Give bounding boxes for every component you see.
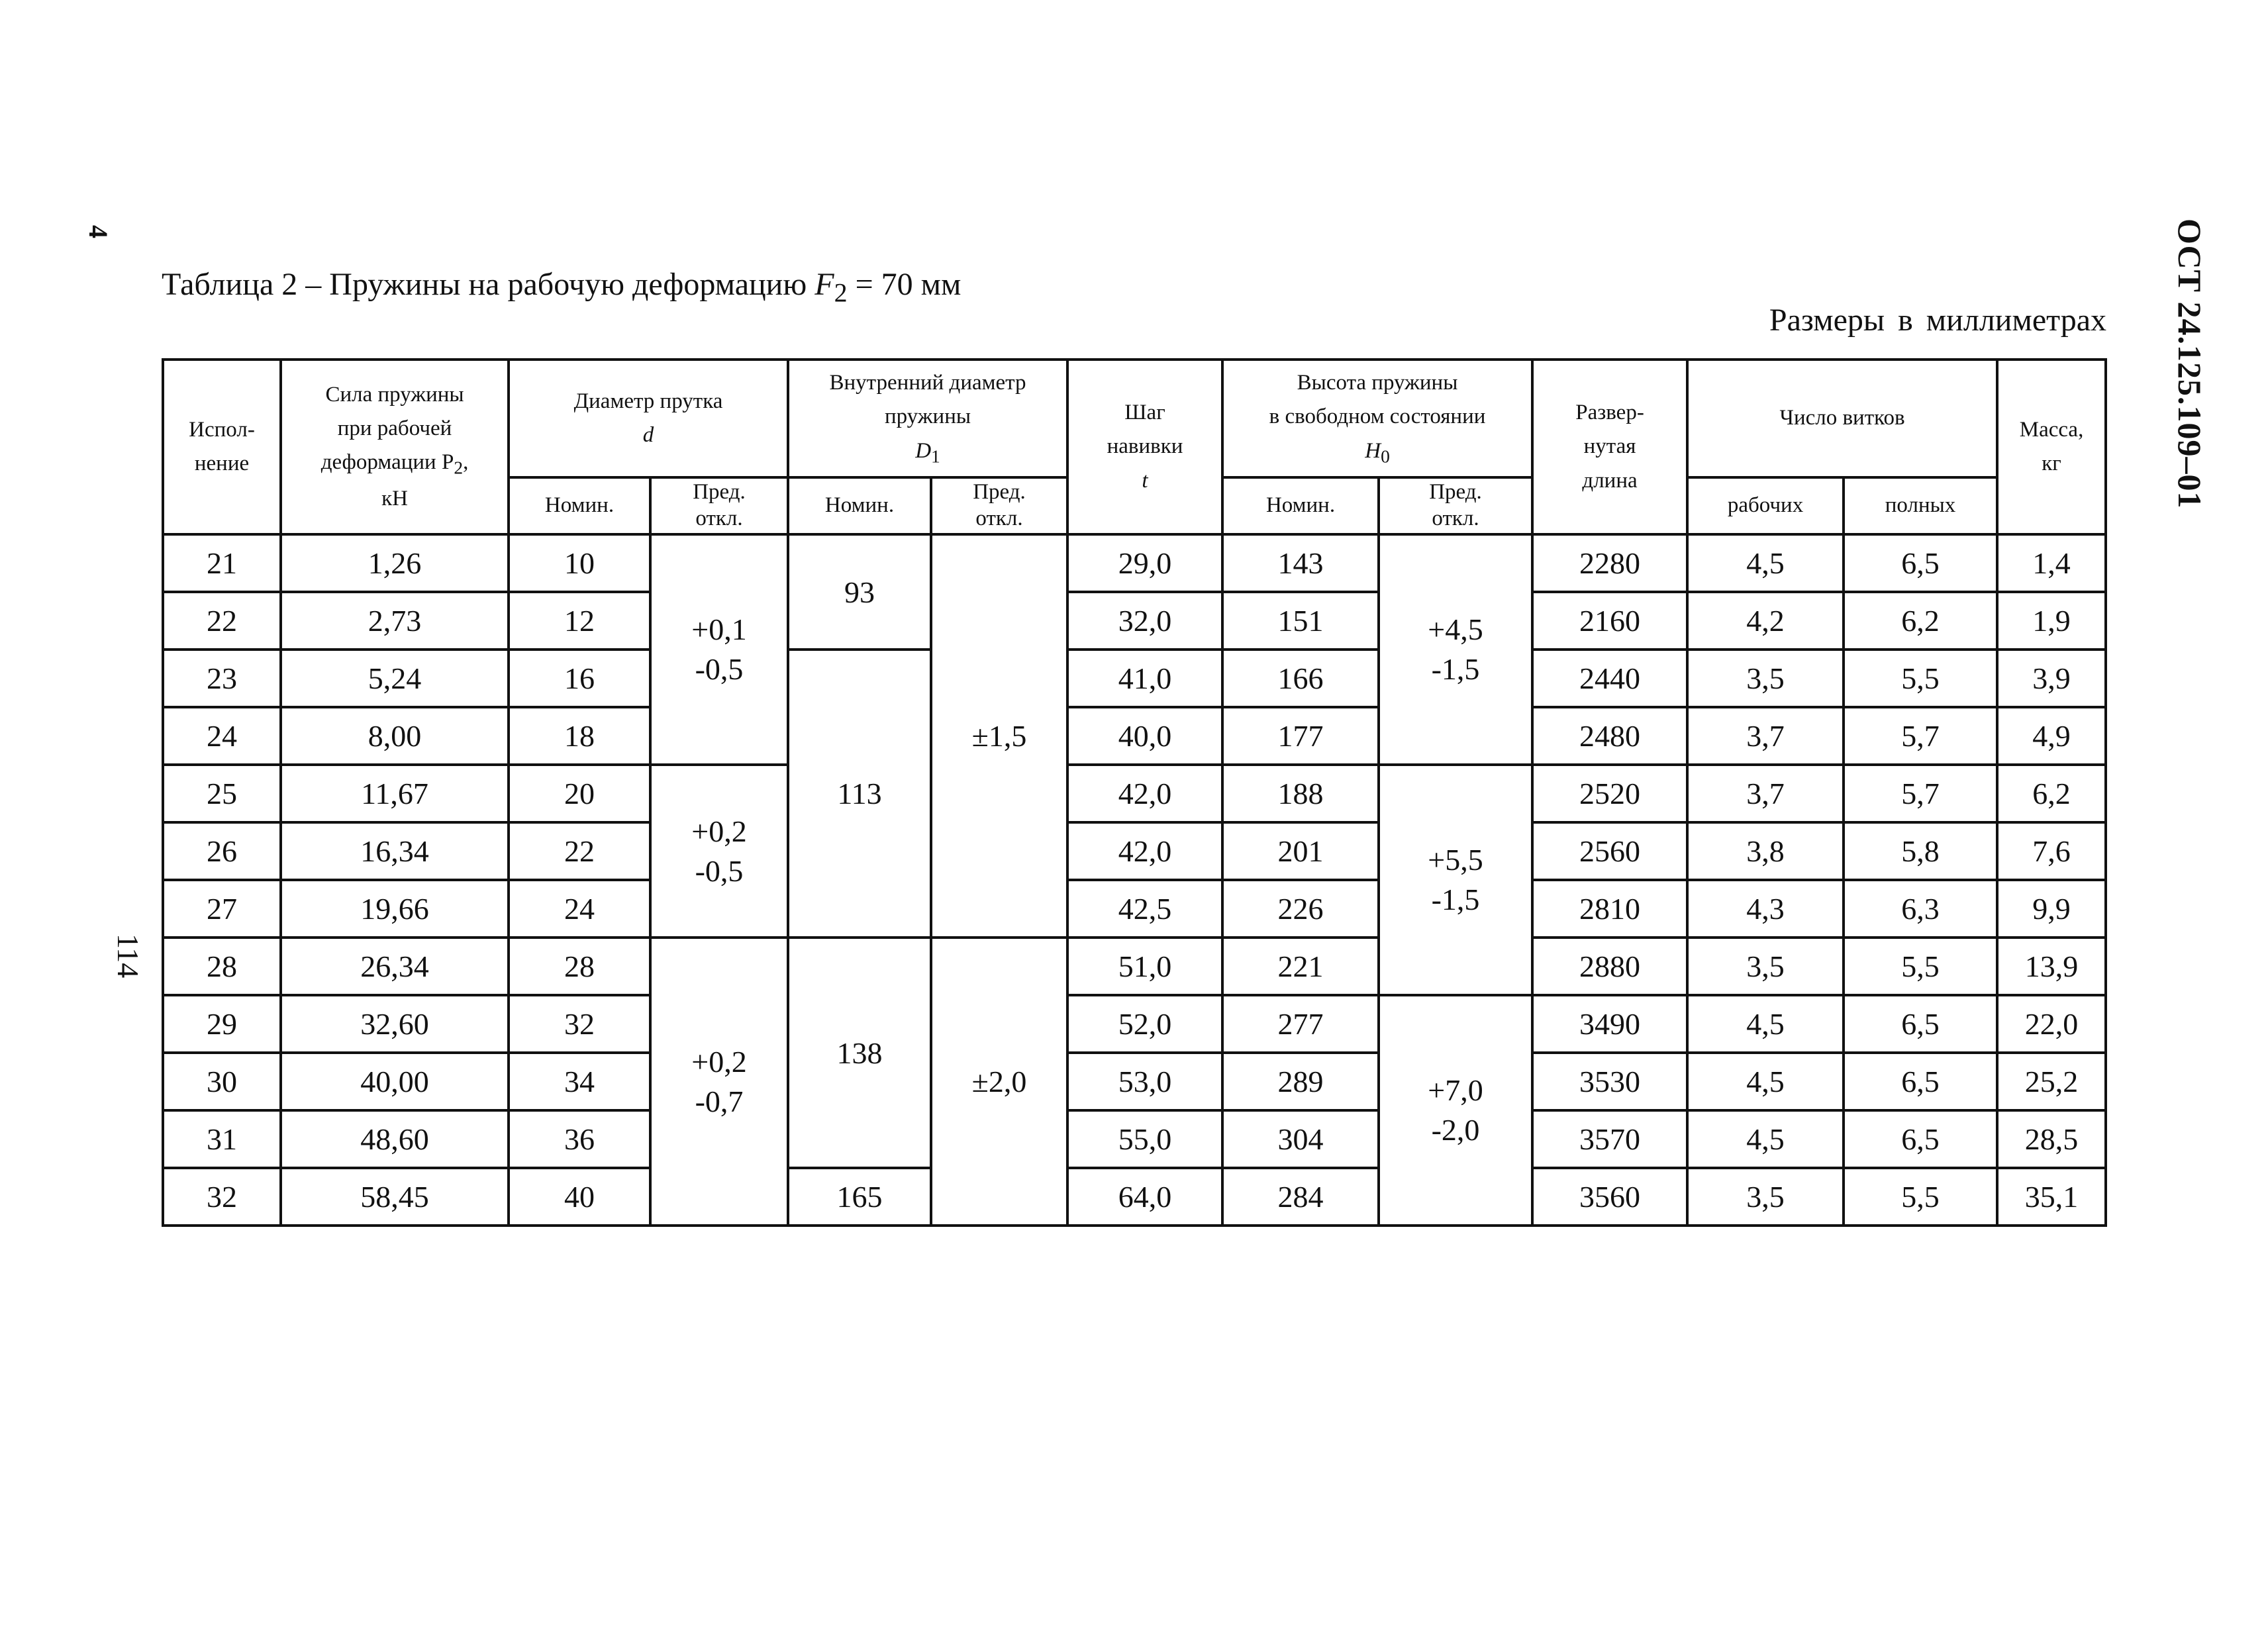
cell-isp: 28 [163,938,281,995]
cell-len: 2520 [1532,765,1687,822]
cell-poln: 6,5 [1844,1053,1997,1110]
cell-massa: 1,4 [1997,534,2106,592]
cell-poln: 5,7 [1844,765,1997,822]
cell-d: 18 [509,707,650,765]
header-shag: Шаг навивки t [1067,360,1222,534]
cell-sila: 5,24 [281,650,509,707]
cell-rab: 3,5 [1687,1168,1844,1226]
cell-len: 2160 [1532,592,1687,650]
cell-massa: 4,9 [1997,707,2106,765]
cell-t: 41,0 [1067,650,1222,707]
cell-sila: 1,26 [281,534,509,592]
cell-t: 42,0 [1067,765,1222,822]
cell-d: 40 [509,1168,650,1226]
cell-sila: 48,60 [281,1110,509,1168]
cell-d: 32 [509,995,650,1053]
cell-rab: 4,5 [1687,995,1844,1053]
springs-table [162,358,2107,1227]
cell-H0: 177 [1222,707,1379,765]
cell-poln: 5,7 [1844,707,1997,765]
cell-t: 55,0 [1067,1110,1222,1168]
table-row [163,822,2106,880]
cell-poln: 6,5 [1844,534,1997,592]
cell-rab: 4,5 [1687,534,1844,592]
cell-massa: 7,6 [1997,822,2106,880]
cell-len: 3530 [1532,1053,1687,1110]
cell-t: 32,0 [1067,592,1222,650]
header-rabochih: рабочих [1687,477,1844,534]
cell-H0: 226 [1222,880,1379,938]
cell-massa: 25,2 [1997,1053,2106,1110]
cell-len: 2280 [1532,534,1687,592]
cell-sila: 26,34 [281,938,509,995]
table-row [163,938,2106,995]
cell-poln: 6,3 [1844,880,1997,938]
cell-massa: 35,1 [1997,1168,2106,1226]
header-D1-nomin: Номин. [788,477,931,534]
cell-d: 24 [509,880,650,938]
cell-t: 42,5 [1067,880,1222,938]
table-row [163,1110,2106,1168]
header-ispolnenie: Испол- нение [163,360,281,534]
table-row [163,592,2106,650]
cell-H0: 277 [1222,995,1379,1053]
header-H0-nomin: Номин. [1222,477,1379,534]
cell-rab: 3,7 [1687,707,1844,765]
cell-len: 2880 [1532,938,1687,995]
header-polnyh: полных [1844,477,1997,534]
page-number-side: 114 [111,934,145,979]
cell-sila: 19,66 [281,880,509,938]
cell-d: 28 [509,938,650,995]
cell-rab: 4,3 [1687,880,1844,938]
cell-rab: 4,5 [1687,1110,1844,1168]
cell-H0: 166 [1222,650,1379,707]
cell-H0: 284 [1222,1168,1379,1226]
header-d-pred: Пред. откл. [650,477,788,534]
cell-D1: 165 [788,1168,931,1226]
cell-poln: 5,8 [1844,822,1997,880]
cell-massa: 28,5 [1997,1110,2106,1168]
cell-t: 51,0 [1067,938,1222,995]
table-row [163,534,2106,592]
cell-d-tol: +0,2 -0,5 [650,765,788,938]
cell-t: 64,0 [1067,1168,1222,1226]
cell-rab: 3,5 [1687,938,1844,995]
header-H0-pred: Пред. откл. [1379,477,1532,534]
cell-poln: 6,5 [1844,995,1997,1053]
cell-isp: 23 [163,650,281,707]
table-row [163,880,2106,938]
cell-rab: 4,2 [1687,592,1844,650]
cell-poln: 6,2 [1844,592,1997,650]
cell-len: 2560 [1532,822,1687,880]
cell-poln: 5,5 [1844,1168,1997,1226]
cell-massa: 13,9 [1997,938,2106,995]
cell-H0: 304 [1222,1110,1379,1168]
cell-H0-tol: +5,5 -1,5 [1379,765,1532,995]
cell-t: 29,0 [1067,534,1222,592]
table-row [163,1168,2106,1226]
cell-sila: 11,67 [281,765,509,822]
cell-d: 16 [509,650,650,707]
cell-isp: 30 [163,1053,281,1110]
table-row [163,765,2106,822]
cell-d: 12 [509,592,650,650]
cell-H0: 188 [1222,765,1379,822]
cell-H0: 221 [1222,938,1379,995]
cell-d: 36 [509,1110,650,1168]
header-diametr-prutka: Диаметр прутка d [509,360,788,477]
header-D1-pred: Пред. откл. [931,477,1067,534]
header-sila: Сила пружины при рабочей деформации $P_2$, кН [281,360,509,534]
cell-rab: 3,5 [1687,650,1844,707]
cell-sila: 2,73 [281,592,509,650]
header-vysota: Высота пружины в свободном состоянии $H_0$ [1222,360,1532,477]
table-row [163,1053,2106,1110]
cell-sila: 8,00 [281,707,509,765]
cell-d: 34 [509,1053,650,1110]
cell-massa: 6,2 [1997,765,2106,822]
cell-isp: 25 [163,765,281,822]
cell-H0: 289 [1222,1053,1379,1110]
header-massa: Масса, кг [1997,360,2106,534]
table-row [163,995,2106,1053]
page-number-top: 4 [83,225,113,238]
cell-isp: 24 [163,707,281,765]
cell-poln: 6,5 [1844,1110,1997,1168]
cell-H0: 143 [1222,534,1379,592]
header-vnutr-diametr: Внутренний диаметр пружины $D_1$ [788,360,1067,477]
cell-poln: 5,5 [1844,938,1997,995]
cell-H0: 151 [1222,592,1379,650]
cell-D1: 113 [788,650,931,938]
units-note: Размеры в миллиметрах [1769,303,2106,338]
table-row [163,650,2106,707]
cell-D1-tol: ±2,0 [931,938,1067,1226]
cell-d: 10 [509,534,650,592]
cell-isp: 31 [163,1110,281,1168]
cell-D1: 138 [788,938,931,1168]
cell-sila: 32,60 [281,995,509,1053]
cell-t: 42,0 [1067,822,1222,880]
cell-sila: 40,00 [281,1053,509,1110]
cell-isp: 26 [163,822,281,880]
cell-rab: 3,8 [1687,822,1844,880]
cell-rab: 3,7 [1687,765,1844,822]
cell-isp: 29 [163,995,281,1053]
table-row [163,707,2106,765]
cell-sila: 58,45 [281,1168,509,1226]
document-code: ОСТ 24.125.109–01 [2171,218,2208,509]
cell-sila: 16,34 [281,822,509,880]
table-title: Таблица 2 – Пружины на рабочую деформацию $F_2 = 70$ мм [162,267,961,308]
cell-d: 22 [509,822,650,880]
cell-d: 20 [509,765,650,822]
cell-t: 53,0 [1067,1053,1222,1110]
cell-massa: 9,9 [1997,880,2106,938]
cell-d-tol: +0,1 -0,5 [650,534,788,765]
cell-len: 3490 [1532,995,1687,1053]
cell-isp: 27 [163,880,281,938]
cell-D1: 93 [788,534,931,650]
cell-t: 52,0 [1067,995,1222,1053]
cell-len: 3560 [1532,1168,1687,1226]
cell-H0-tol: +4,5 -1,5 [1379,534,1532,765]
cell-len: 2480 [1532,707,1687,765]
cell-H0: 201 [1222,822,1379,880]
cell-D1-tol: ±1,5 [931,534,1067,938]
header-chislo-vitkov: Число витков [1687,360,1997,477]
cell-isp: 32 [163,1168,281,1226]
header-d-nomin: Номин. [509,477,650,534]
cell-d-tol: +0,2 -0,7 [650,938,788,1226]
cell-len: 3570 [1532,1110,1687,1168]
cell-isp: 21 [163,534,281,592]
cell-massa: 22,0 [1997,995,2106,1053]
cell-len: 2440 [1532,650,1687,707]
cell-massa: 3,9 [1997,650,2106,707]
cell-rab: 4,5 [1687,1053,1844,1110]
cell-H0-tol: +7,0 -2,0 [1379,995,1532,1226]
cell-len: 2810 [1532,880,1687,938]
header-razvernutaya-dlina: Развер- нутая длина [1532,360,1687,534]
cell-t: 40,0 [1067,707,1222,765]
cell-massa: 1,9 [1997,592,2106,650]
cell-poln: 5,5 [1844,650,1997,707]
cell-isp: 22 [163,592,281,650]
